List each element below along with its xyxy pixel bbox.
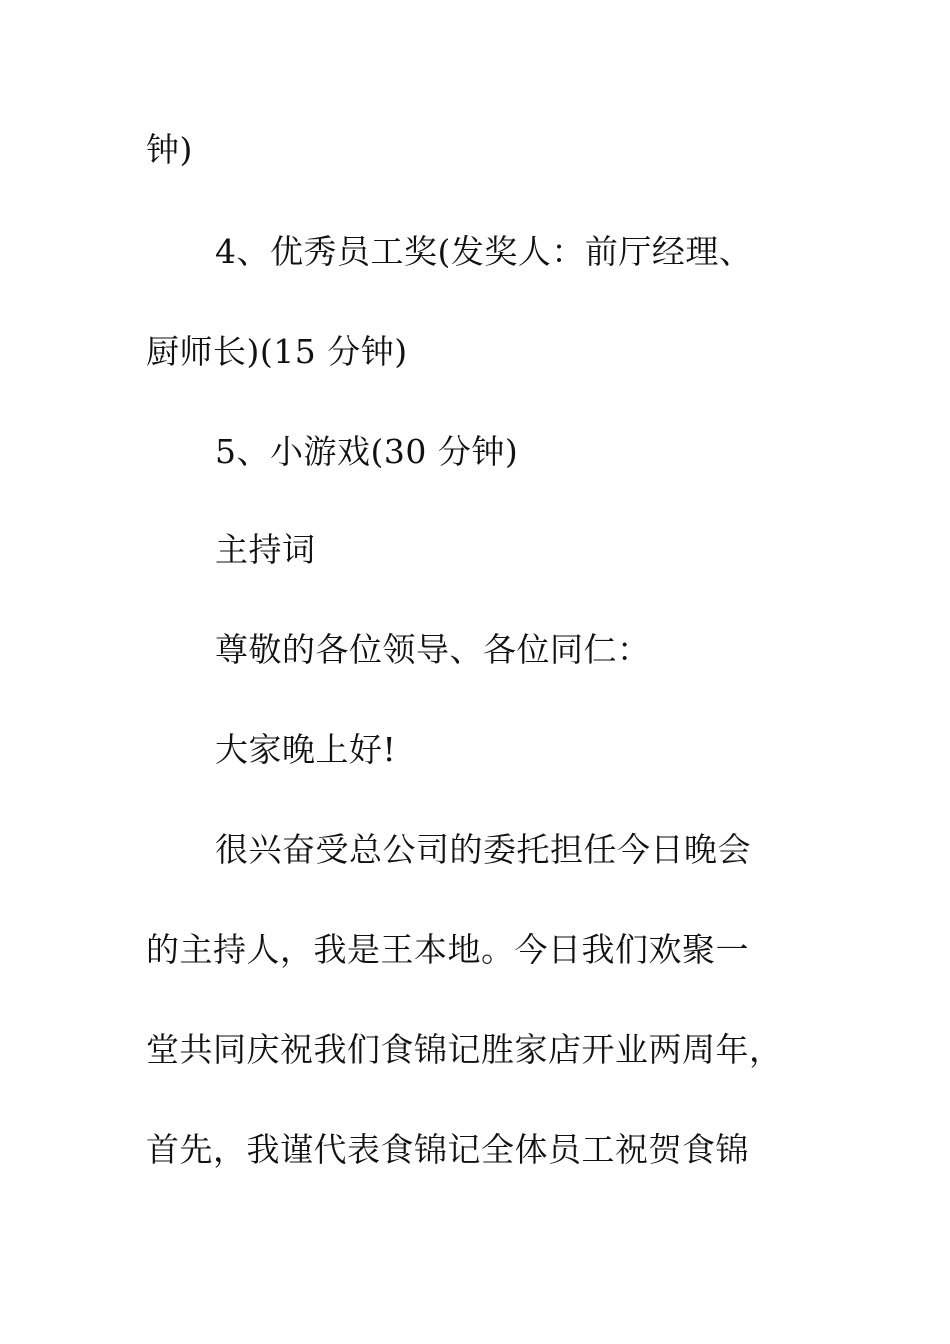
text-line-3: 厨师长)(15 分钟): [146, 332, 408, 371]
text-line-5: 主持词: [215, 530, 316, 569]
text-line-10: 堂共同庆祝我们食锦记胜家店开业两周年，: [146, 1030, 783, 1069]
text-line-8: 很兴奋受总公司的委托担任今日晚会: [215, 830, 751, 869]
text-line-7: 大家晚上好!: [215, 730, 397, 769]
text-line-4: 5、小游戏(30 分钟): [215, 432, 519, 471]
text-line-11: 首先，我谨代表食锦记全体员工祝贺食锦: [146, 1130, 749, 1169]
text-line-1: 钟): [146, 130, 193, 169]
text-line-9: 的主持人，我是王本地。今日我们欢聚一: [146, 930, 749, 969]
text-line-6: 尊敬的各位领导、各位同仁：: [215, 630, 651, 669]
text-line-2: 4、优秀员工奖(发奖人：前厅经理、: [215, 232, 753, 271]
